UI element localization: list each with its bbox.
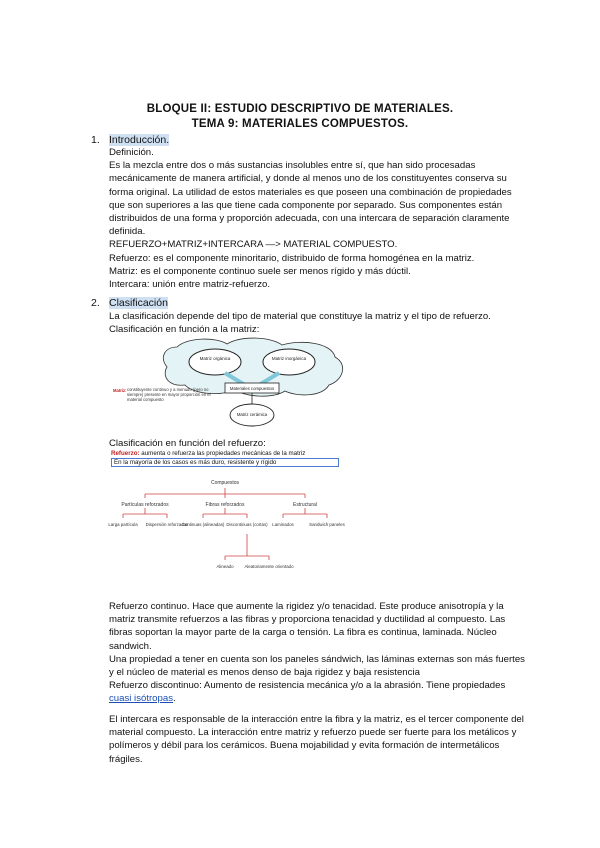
organic-matrix-label: Matriz orgánica xyxy=(199,356,231,361)
reinforcement-header-box: En la mayoría de los casos es más duro, resistente y rígido xyxy=(111,458,339,467)
tree-level1-particles: Partículas reforzados xyxy=(121,502,169,508)
definition-label: Definición. xyxy=(109,147,154,158)
inorganic-matrix-oval xyxy=(263,349,315,375)
intercara-definition: Intercara: unión entre matriz-refuerzo. xyxy=(109,279,271,291)
intercara-discussion xyxy=(109,713,529,766)
reinforcement-classification-figure xyxy=(108,450,345,592)
section-number: 1. xyxy=(91,134,100,146)
section-1-body xyxy=(109,146,519,291)
reinforcement-header-text: aumenta o refuerza las propiedades mecánicas de la matriz xyxy=(141,450,306,457)
tree-level3-aligned: Alineado xyxy=(216,564,234,569)
classification-by-matrix-label: Clasificación en función a la matriz: xyxy=(109,324,260,336)
section-title: Introducción. xyxy=(109,134,170,146)
ceramic-matrix-label: Matriz cerámica xyxy=(236,412,268,417)
discontinuous-text: Refuerzo discontinuo: Aumento de resistencia mecánica y/o a la abrasión. Tiene propiedades xyxy=(109,680,506,692)
tree-root: Compuestos xyxy=(210,480,240,486)
tree-level2-laminates: Laminados xyxy=(272,522,294,527)
sandwich-paragraph: Una propiedad a tener en cuenta son los paneles sándwich, las láminas externas son más fuertes y el núcleo de material es menos denso de baja rigidez y baja resistencia xyxy=(109,653,525,679)
matrix-classification-figure xyxy=(107,335,362,430)
document-title-tema: TEMA 9: MATERIALES COMPUESTOS. xyxy=(191,118,409,130)
matrix-note-label: Matriz: xyxy=(113,388,127,393)
discontinuous-end: . xyxy=(173,693,176,705)
document-title-bloque: BLOQUE II: ESTUDIO DESCRIPTIVO DE MATERIALES. xyxy=(146,103,454,115)
tree-level3-random: Aleatoriamente orientado xyxy=(244,564,294,569)
matriz-definition: Matriz: es el componente continuo suele ser menos rígido y más dúctil. xyxy=(109,265,411,277)
classification-by-reinforcement-label: Clasificación en función del refuerzo: xyxy=(109,438,266,449)
matrix-note-text: constituyente continuo y a menudo (pero no siempre) presente en mayor proporción en el material compuesto xyxy=(127,387,211,403)
intercara-paragraph: El intercara es responsable de la interacción entre la fibra y la matriz, es el tercer componente del material compuesto. La interacción entre matriz y refuerzo puede ser fuerte para los metálicos y polímeros y débil para los cerámicos. Buena mojabilidad y evita formación de intermetálicos frágiles. xyxy=(109,714,524,765)
tree-level2-large-particle: Larga partícula xyxy=(108,522,138,527)
tree-level2-discontinuous: Discontinuas (cortas) xyxy=(226,522,268,527)
reinforcement-header-label: Refuerzo: xyxy=(111,450,140,457)
quasi-isotropic-link[interactable]: cuasi isótropas xyxy=(109,693,173,705)
refuerzo-definition: Refuerzo: es el componente minoritario, distribuido de forma homogénea en la matriz. xyxy=(109,252,475,264)
organic-matrix-oval xyxy=(189,349,241,375)
continuous-reinforcement-paragraph: Refuerzo continuo. Hace que aumente la rigidez y/o tenacidad. Este produce anisotropía y la matriz transmite refuerzos a las fibras y proporciona tenacidad y ductilidad al compuesto. Las fibras soportan la mayor parte de la carga o tensión. La fibra es continua, laminada. Núcleo sandwich. xyxy=(109,601,506,652)
section-number: 2. xyxy=(91,297,100,309)
matrix-note xyxy=(127,387,219,415)
classification-intro: La clasificación depende del tipo de material que constituye la matriz y el tipo de refuerzo. xyxy=(109,311,491,322)
formula-line: REFUERZO+MATRIZ+INTERCARA —> MATERIAL COMPUESTO. xyxy=(109,239,398,251)
tree-level2-continuous: Continuas (alineadas) xyxy=(181,522,225,527)
section-2-intro xyxy=(109,310,529,336)
reinforcement-header xyxy=(111,450,339,467)
section-1-heading xyxy=(91,134,169,146)
inorganic-matrix-label: Matriz inorgánica xyxy=(271,356,307,361)
reinforcement-discussion xyxy=(109,600,529,706)
section-2-heading xyxy=(91,297,168,309)
definition-paragraph: Es la mezcla entre dos o más sustancias insolubles entre sí, que han sido procesadas mecánicamente de manera artificial, y donde al menos uno de los constituyentes conserva su forma original. La utilidad de estos materiales es que poseen una combinación de propiedades que son superiores a las que tiene cada componente por separado. Sus componentes están distribuidos de una forma y proporción adecuada, con una intercara de separación claramente definida. xyxy=(109,160,512,238)
section-title: Clasificación xyxy=(109,297,168,309)
reinforcement-tree xyxy=(108,472,345,592)
discontinuous-reinforcement-paragraph xyxy=(109,679,529,705)
tree-level2-sandwich: Sandwich paneles xyxy=(309,522,345,527)
tree-level1-fibers: Fibras reforzados xyxy=(205,502,245,508)
composite-label: Materiales compuestos xyxy=(229,386,275,391)
tree-level1-structural: Estructural xyxy=(293,502,317,508)
tree-level2-dispersion: Dispersión reforzados xyxy=(145,522,189,527)
